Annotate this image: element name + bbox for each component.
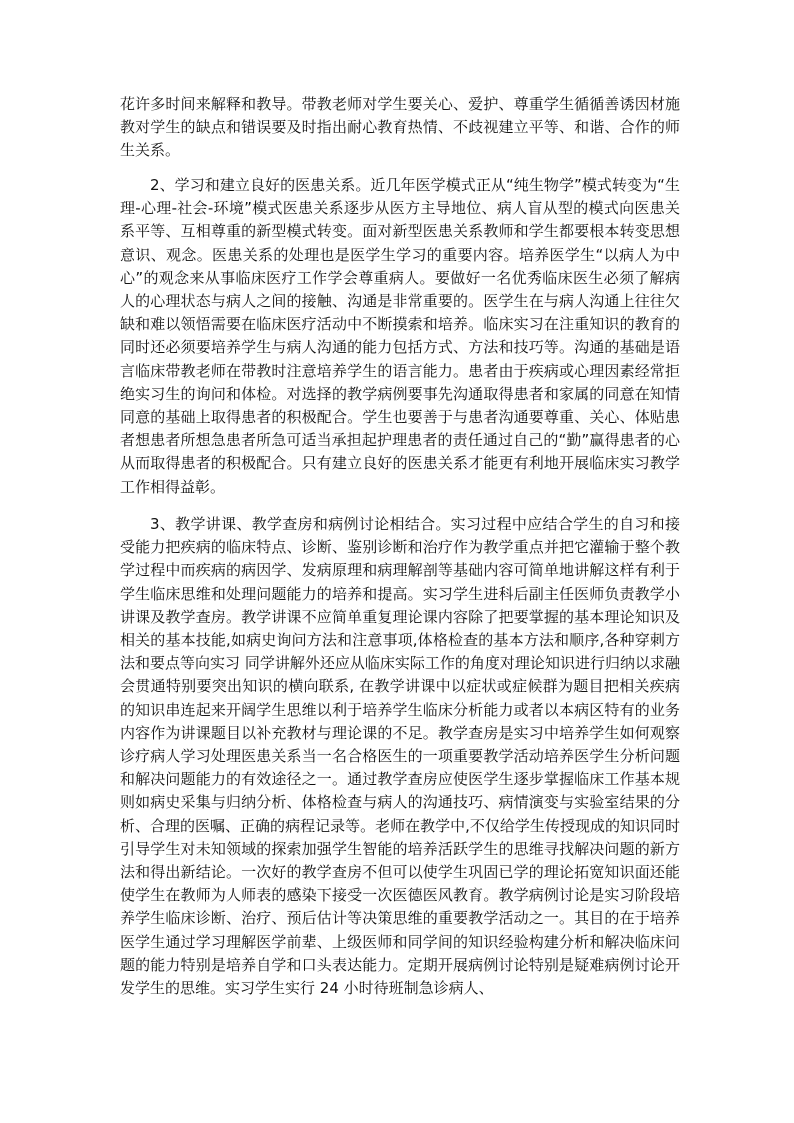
paragraph-text: 花许多时间来解释和教导。带教老师对学生要关心、爱护、尊重学生循循善诱因材施教对学生的缺点和错误要及时指出耐心教育热情、不歧视建立平等、和谐、合作的师生关系。 xyxy=(120,95,680,160)
paragraph-continuation xyxy=(120,93,680,163)
paragraph-doctor-patient-relationship xyxy=(120,174,680,499)
paragraph-text: 3、教学讲课、教学查房和病例讨论相结合。实习过程中应结合学生的自习和接受能力把疾病的临床特点、诊断、鉴别诊断和治疗作为教学重点并把它灌输于整个教学过程中而疾病的病因学、发病原理和病理解剖等基础内容可简单地讲解这样有利于学生临床思维和处理问题能力的培养和提高。实习学生进科后副主任医师负责教学小讲课及教学查房。教学讲课不应简单重复理论课内容除了把要掌握的基本理论知识及相关的基本技能,如病史询问方法和注意事项,体格检查的基本方法和顺序,各种穿刺方法和要点等向实习 同学讲解外还应从临床实际工作的角度对理论知识进行归纳以求融会贯通特别要突出知识的横向联系, 在教学讲课中以症状或症候群为题目把相关疾病的知识串连起来开阔学生思维以利于培养学生临床分析能力或者以本病区特有的业务内容作为讲课题目以补充教材与理论课的不足。教学查房是实习中培养学生如何观察诊疗病人学习处理医患关系当一名合格医生的一项重要教学活动培养医学生分析问题和解决问题能力的有效途径之一。通过教学查房应使医学生逐步掌握临床工作基本规则如病史采集与归纳分析、体格检查与病人的沟通技巧、病情演变与实验室结果的分析、合理的医嘱、正确的病程记录等。老师在教学中,不仅给学生传授现成的知识同时引导学生对未知领域的探索加强学生智能的培养活跃学生的思维寻找解决问题的新方法和得出新结论。一次好的教学查房不但可以使学生巩固已学的理论拓宽知识面还能使学生在教师为人师表的感染下接受一次医德医风教育。教学病例讨论是实习阶段培养学生临床诊断、治疗、预后估计等决策思维的重要教学活动之一。其目的在于培养医学生通过学习理解医学前辈、上级医师和同学间的知识经验构建分析和解决临床问题的能力特别是培养自学和口头表达能力。定期开展病例讨论特别是疑难病例讨论开发学生的思维。实习学生实行 24 小时待班制急诊病人、 xyxy=(120,515,680,998)
paragraph-teaching-methods xyxy=(120,513,680,1000)
paragraph-text: 2、学习和建立良好的医患关系。近几年医学模式正从“纯生物学”模式转变为“生理-心理-社会-环境”模式医患关系逐步从医方主导地位、病人盲从型的模式向医患关系平等、互相尊重的新型模式转变。面对新型医患关系教师和学生都要根本转变思想意识、观念。医患关系的处理也是医学生学习的重要内容。培养医学生“以病人为中心”的观念来从事临床医疗工作学会尊重病人。要做好一名优秀临床医生必须了解病人的心理状态与病人之间的接触、沟通是非常重要的。医学生在与病人沟通上往往欠缺和难以领悟需要在临床医疗活动中不断摸索和培养。临床实习在注重知识的教育的同时还必须要培养学生与病人沟通的能力包括方式、方法和技巧等。沟通的基础是语言临床带教老师在带教时注意培养学生的语言能力。患者由于疾病或心理因素经常拒绝实习生的询问和体检。对选择的教学病例要事先沟通取得患者和家属的同意在知情同意的基础上取得患者的积极配合。学生也要善于与患者沟通要尊重、关心、体贴患者想患者所想急患者所急可适当承担起护理患者的责任通过自己的“勤”赢得患者的心从而取得患者的积极配合。只有建立良好的医患关系才能更有利地开展临床实习教学工作相得益彰。 xyxy=(120,176,680,496)
